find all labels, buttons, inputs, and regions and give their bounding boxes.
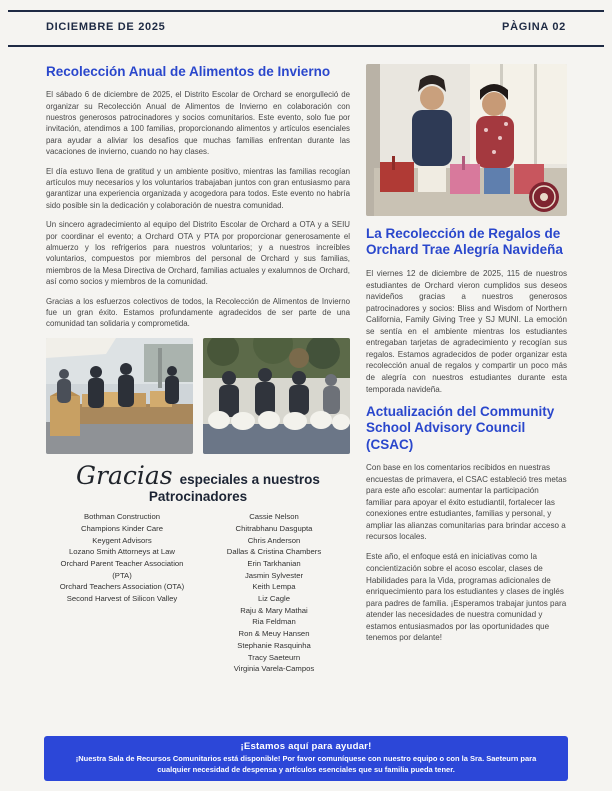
- sponsor-name: Second Harvest of Silicon Valley: [66, 594, 178, 604]
- csac-article-title: Actualización del Community School Advisory Council (CSAC): [366, 403, 555, 452]
- sponsor-name: Chitrabhanu Dasgupta: [235, 523, 313, 533]
- sponsor-name: Liz Cagle: [257, 594, 291, 604]
- paragraph: Este año, el enfoque está en iniciativas como la concientización sobre el acoso escolar, clases de Habilidades para la Vida, programas adicionales de enriquecimiento para los estudiantes y clases de inglés para padres de familia. ¡Esperamos trabajar juntos para atender las necesidades de nuestra comunidad y estamos entusiasmados por las oportunidades que tenemos por delante!: [366, 552, 567, 643]
- sponsors-heading-rest: especiales a nuestros: [179, 472, 320, 488]
- paragraph: El día estuvo llena de gratitud y un ambiente positivo, mientras las familias recogían artículos muy necesarios y los voluntarios trabajaban juntos con gran entusiasmo para garantizar una experiencia organizada y acogedora para todos. Este evento no habría sido posible sin la dedicación y colaboración de nuestra comunidad.: [46, 166, 350, 210]
- help-banner: [44, 736, 568, 781]
- left-column: [46, 64, 350, 675]
- gift-drive-volunteers-photo: [366, 64, 567, 216]
- paragraph: Un sincero agradecimiento al equipo del Distrito Escolar de Orchard a OTA y a SEIU por coordinar el evento; a Orchard OTA y PTA por proporcionar generosamente el almuerzo y los refrigerios para nuestros voluntarios; y a nuestros increíbles voluntarios, compuestos por miembros del personal de Orchard y sus familias, miembros de la Mesa Directiva de Orchard, familias actuales y exalumnos de Orchard, así como socios y miembros de la comunidad.: [46, 220, 350, 286]
- gift-drive-article-title: La Recolección de Regalos de Orchard Trae Alegría Navideña: [366, 226, 563, 258]
- gift-drive-article-body: [366, 268, 567, 395]
- sponsor-name: Raju & Mary Mathai: [240, 605, 308, 615]
- sponsor-name: Erin Tarkhanian: [247, 558, 301, 568]
- issue-date: DICIEMBRE DE 2025: [46, 21, 166, 33]
- right-column: [366, 64, 567, 652]
- csac-article-body: [366, 462, 567, 644]
- sponsor-name: Keith Lempa: [252, 582, 296, 592]
- page-number: PÀGINA 02: [502, 21, 566, 33]
- food-drive-volunteers-photo: [46, 338, 193, 454]
- sponsor-name: Tracy Saeteurn: [247, 652, 301, 662]
- sponsors-heading-script: Gracias: [76, 461, 173, 491]
- sponsor-name: Bothman Construction: [83, 512, 161, 522]
- sponsor-name: Stephanie Rasquinha: [237, 640, 311, 650]
- sponsor-name: Jasmin Sylvester: [244, 570, 304, 580]
- volunteers-with-bags-photo: [203, 338, 350, 454]
- food-drive-photo-row: [46, 338, 350, 454]
- top-divider: [8, 10, 604, 12]
- paragraph: El viernes 12 de diciembre de 2025, 115 de nuestros estudiantes de Orchard vieron cumplidos sus deseos navideños gracias a nuestros generosos patrocinadores y socios: Bliss and Wisdom of Northern California, Family Giving Tree y SJ MUNI. La emoción se sentía en el ambiente mientras los estudiantes entregaban tarjetas de agradecimiento y recogían sus regalos. Estamos agradecidos de poder organizar esta recolección anual de regalos y compartir un poco más de alegría con nuestros estudiantes durante esta temporada navideña.: [366, 268, 567, 394]
- sponsor-name: Virginia Varela-Campos: [233, 664, 315, 674]
- sponsor-name: Champions Kinder Care: [80, 523, 164, 533]
- help-banner-body: ¡Nuestra Sala de Recursos Comunitarios está disponible! Por favor comuníquese con nuestro equipo o con la Sra. Saeteurn para cualquier necesidad de despensa y artículos esenciales que su familia pueda tener.: [75, 754, 537, 774]
- sponsor-name: Orchard Teachers Association (OTA): [59, 582, 185, 592]
- sponsors-heading: [46, 461, 350, 491]
- paragraph: Gracias a los esfuerzos colectivos de todos, la Recolección de Alimentos de Invierno fue un gran éxito. Estamos profundamente agradecidos de ser parte de una comunidad tan solidaria y comprometida.: [46, 296, 350, 329]
- sponsor-name: Cassie Nelson: [249, 512, 299, 522]
- header-divider: [8, 45, 604, 47]
- sponsor-name: Keygent Advisors: [92, 535, 152, 545]
- help-banner-title: ¡Estamos aquí para ayudar!: [240, 741, 372, 752]
- sponsor-name: Ria Feldman: [252, 617, 296, 627]
- food-drive-article-title: Recolección Anual de Alimentos de Invierno: [46, 64, 331, 79]
- paragraph: Con base en los comentarios recibidos en nuestras encuestas de primavera, el CSAC estableció tres metas para este año escolar: aumentar la participación familiar para apoyar el éxito estudiantil, fortalecer las conexiones entre estudiantes, familias y personal, y ampliar las alianzas comunitarias para brindar acceso a recursos locales.: [366, 463, 567, 542]
- sponsor-name: Chris Anderson: [247, 535, 301, 545]
- sponsor-name: Lozano Smith Attorneys at Law: [69, 547, 175, 557]
- sponsors-list-individuals: [198, 511, 350, 675]
- sponsor-name: Dallas & Cristina Chambers: [226, 547, 322, 557]
- sponsors-section: [46, 463, 350, 675]
- paragraph: El sábado 6 de diciembre de 2025, el Distrito Escolar de Orchard se enorgulleció de organizar su Recolección Anual de Alimentos de Invierno en colaboración con nuestros generosos patrocinadores y socios comunitarios. Este evento, solo fue por invitación, atendimos a 100 familias, proporcionando alimentos y artículos esenciales para ayudar a aliviar los desafíos que muchas familias enfrentan durante las vacaciones de invierno, cuando no hay clases.: [46, 90, 350, 156]
- page-header: [46, 21, 566, 33]
- school-logo-badge: [529, 182, 559, 212]
- food-drive-article-body: [46, 89, 350, 329]
- sponsors-heading-line2: Patrocinadores: [148, 489, 248, 505]
- sponsor-name: Ron & Meuy Hansen: [238, 629, 310, 639]
- sponsor-name: Orchard Parent Teacher Association (PTA): [60, 558, 184, 580]
- sponsors-lists: [46, 511, 350, 675]
- sponsors-list-organizations: [46, 511, 198, 675]
